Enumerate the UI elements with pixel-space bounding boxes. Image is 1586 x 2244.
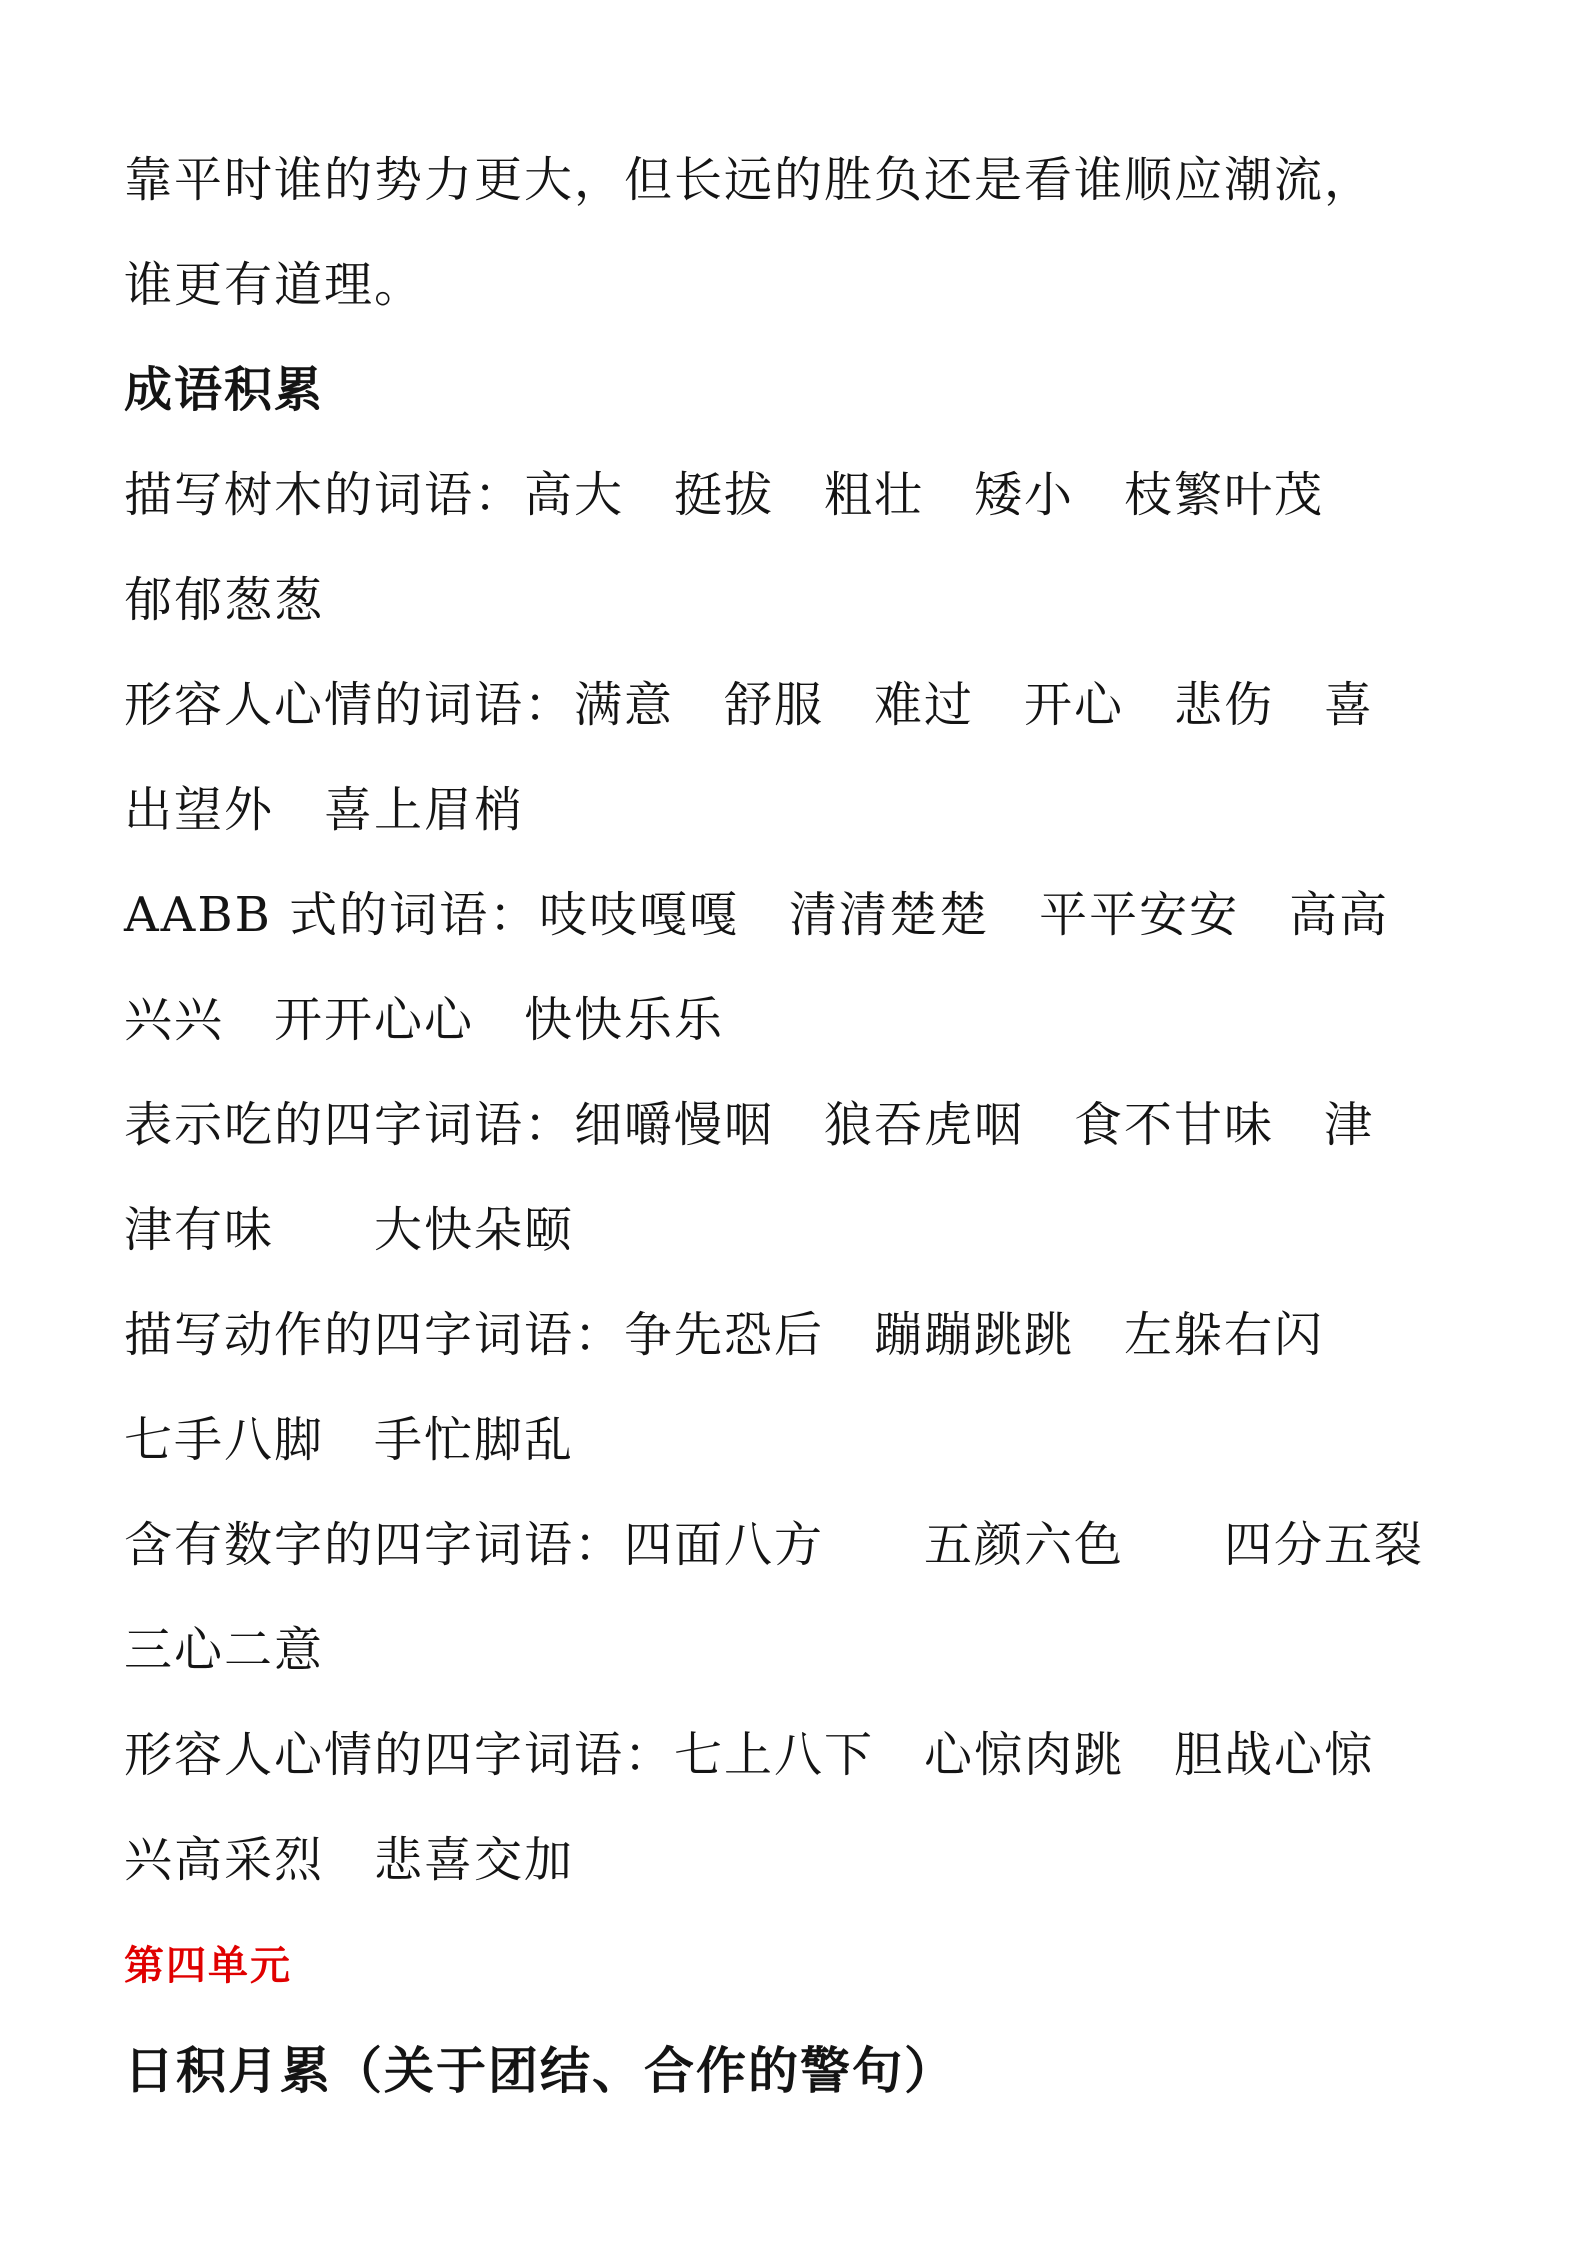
document-page: [124, 128, 1464, 2123]
text-line: 形容人心情的四字词语：七上八下 心惊肉跳 胆战心惊: [124, 1727, 1375, 1783]
text-line: 靠平时谁的势力更大，但长远的胜负还是看谁顺应潮流，: [124, 152, 1375, 208]
text-line: 津有味 大快朵颐: [124, 1202, 575, 1258]
text-line: 表示吃的四字词语：细嚼慢咽 狼吞虎咽 食不甘味 津: [124, 1097, 1375, 1153]
text-line: 谁更有道理。: [124, 257, 425, 313]
text-line: 兴兴 开开心心 快快乐乐: [124, 992, 725, 1048]
section-heading: 日积月累（关于团结、合作的警句）: [124, 2041, 956, 2100]
text-line: 七手八脚 手忙脚乱: [124, 1412, 575, 1468]
unit-heading: 第四单元: [124, 1942, 292, 1989]
text-line: 形容人心情的词语：满意 舒服 难过 开心 悲伤 喜: [124, 677, 1375, 733]
text-line: 郁郁葱葱: [124, 572, 325, 628]
text-line: AABB 式的词语：吱吱嘎嘎 清清楚楚 平平安安 高高: [124, 887, 1390, 943]
text-line: 三心二意: [124, 1622, 325, 1678]
text-line: 出望外 喜上眉梢: [124, 782, 525, 838]
text-line: 含有数字的四字词语：四面八方 五颜六色 四分五裂: [124, 1517, 1425, 1573]
section-heading: 成语积累: [124, 362, 325, 418]
text-line: 描写树木的词语：高大 挺拔 粗壮 矮小 枝繁叶茂: [124, 467, 1325, 523]
text-line: 兴高采烈 悲喜交加: [124, 1832, 575, 1888]
text-line: 描写动作的四字词语：争先恐后 蹦蹦跳跳 左躲右闪: [124, 1307, 1325, 1363]
